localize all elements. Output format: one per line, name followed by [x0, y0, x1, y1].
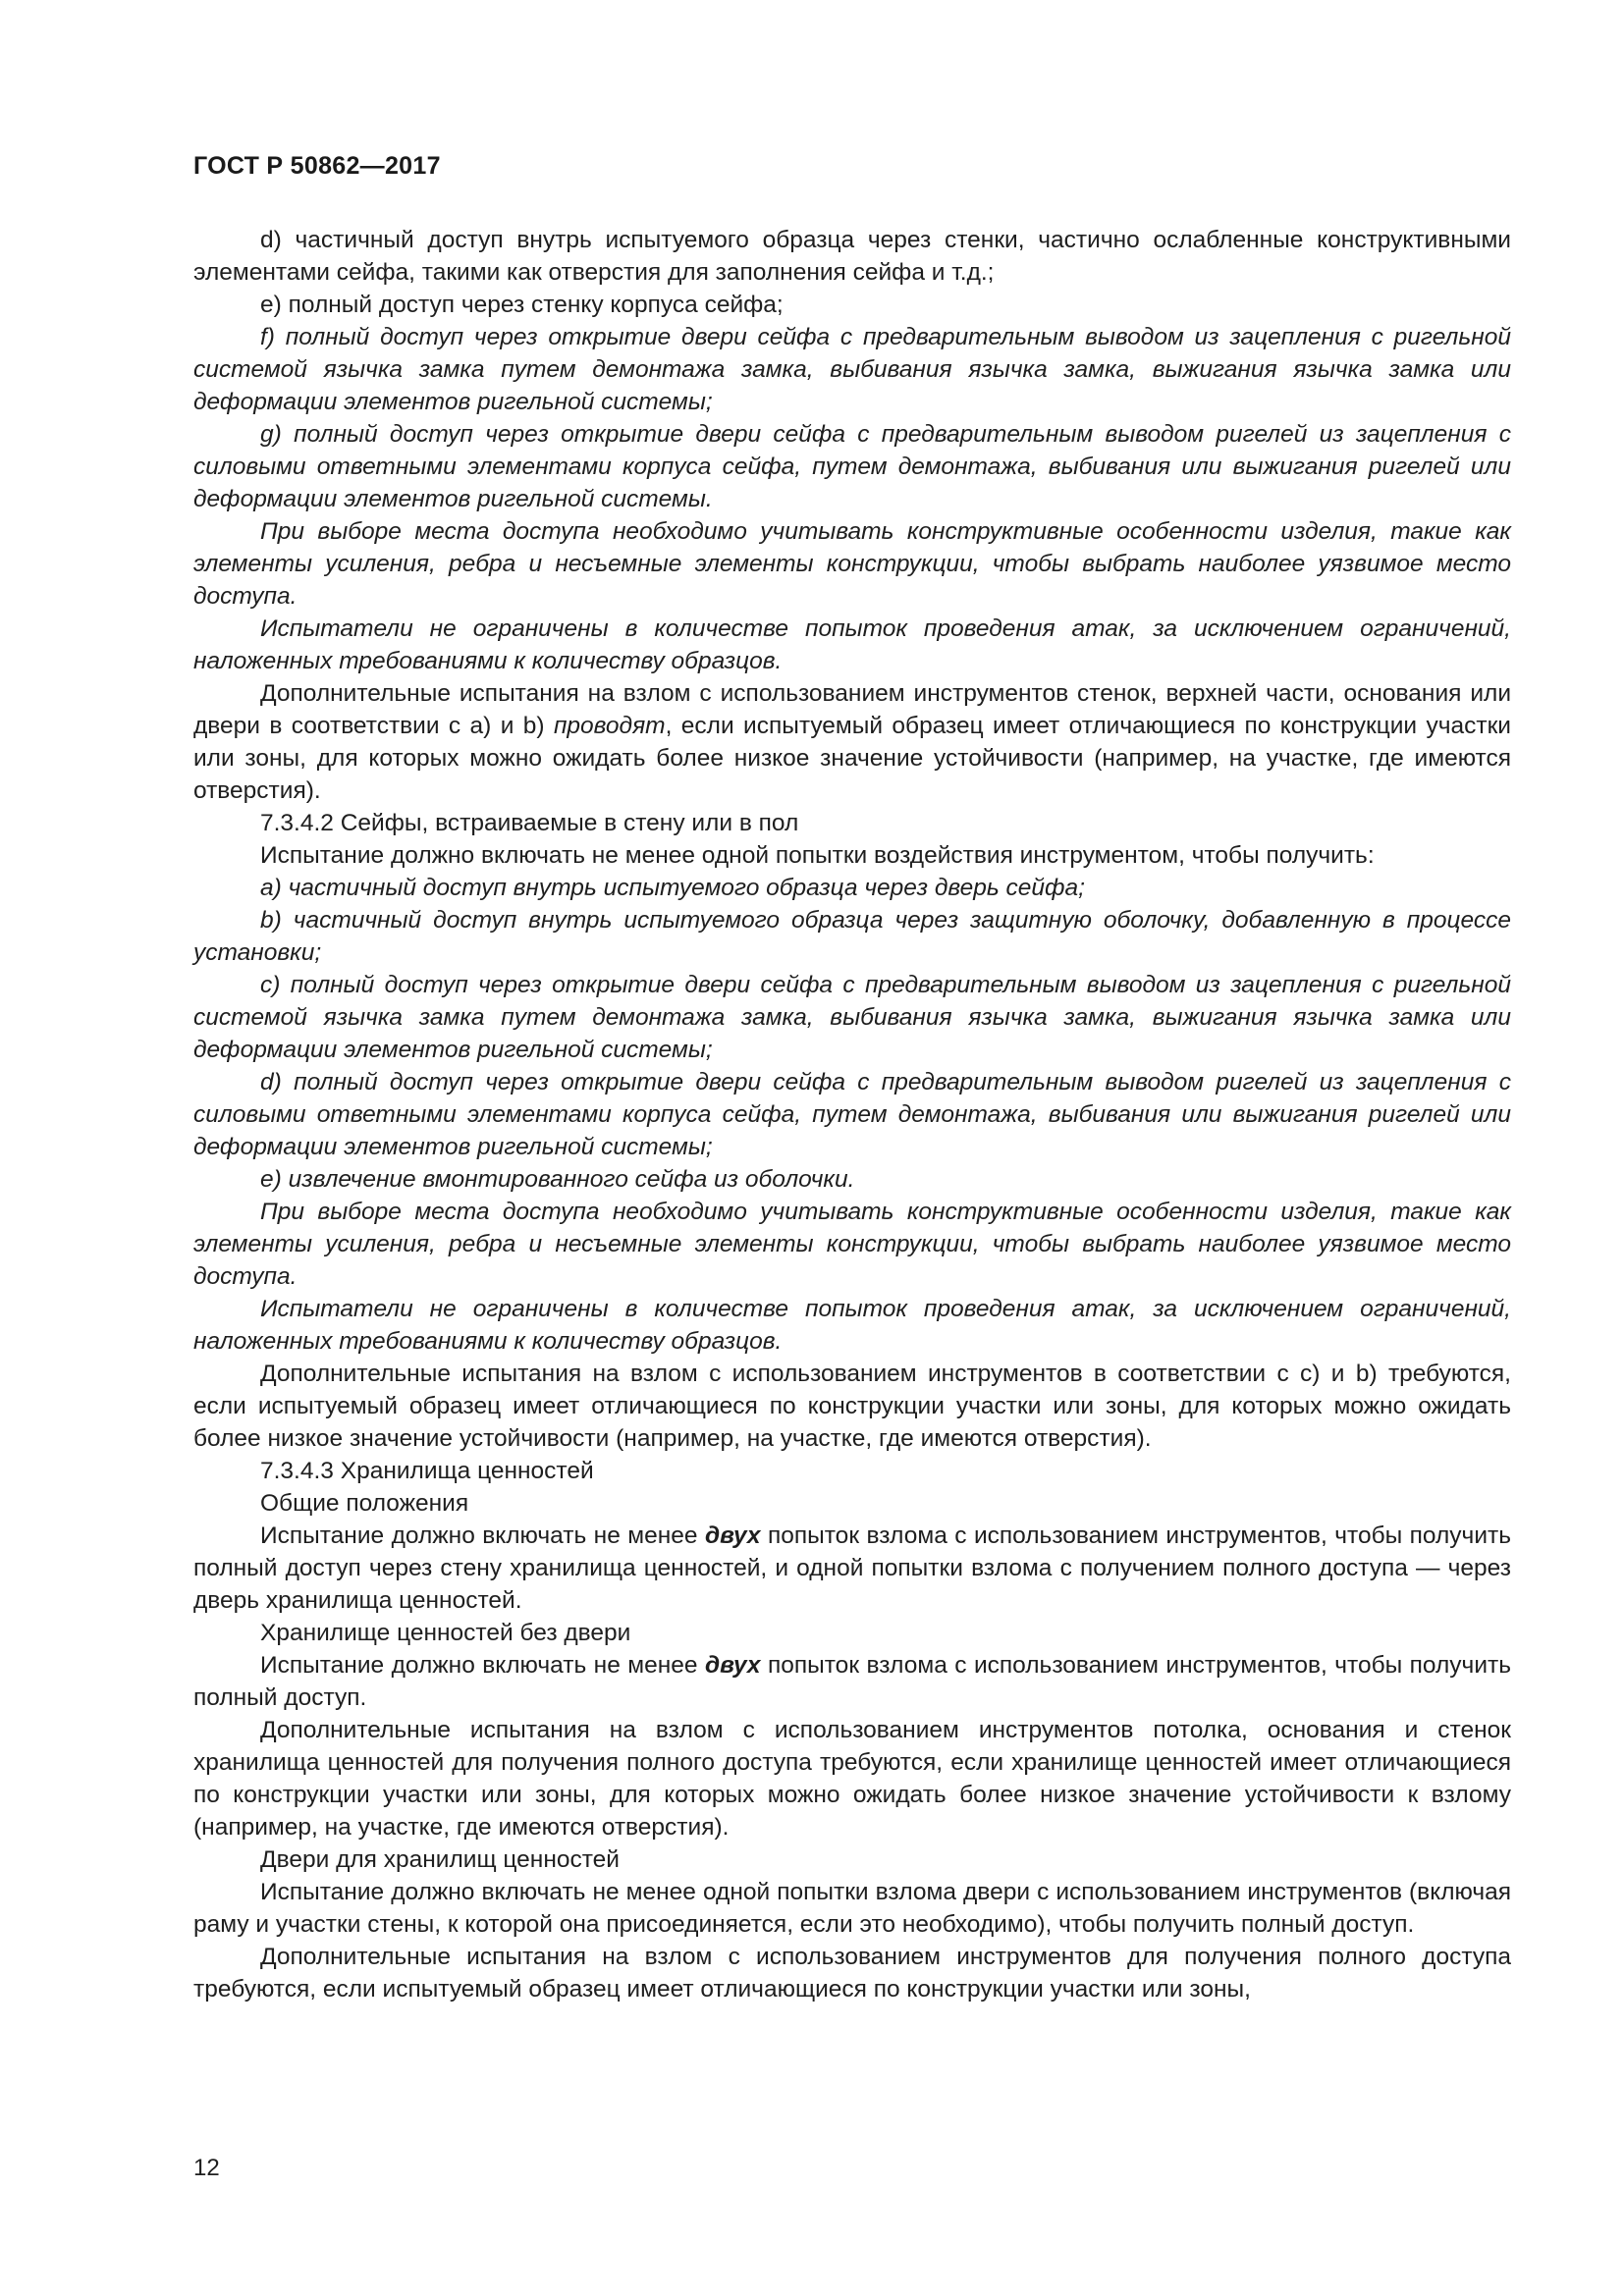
- paragraph: d) полный доступ через открытие двери сейфа с предварительным выводом ригелей из зацепления с силовыми ответными элементами корпуса сейфа, путем демонтажа, выбивания или выжигания ригелей или деформации элементов ригельной системы;: [193, 1069, 1511, 1160]
- paragraph: [193, 1520, 1511, 1617]
- paragraph: [193, 1649, 1511, 1714]
- document-body: [193, 224, 1511, 2005]
- subheading: Хранилище ценностей без двери: [260, 1620, 631, 1646]
- paragraph: Дополнительные испытания на взлом с использованием инструментов в соответствии с с) и b) требуются, если испытуемый образец имеет отличающиеся по конструкции участки или зоны, для которых можно ожидать более низкое значение устойчивости (например, на участке, где имеются отверстия).: [193, 1361, 1511, 1452]
- section-heading: 7.3.4.2 Сейфы, встраиваемые в стену или в пол: [260, 810, 799, 836]
- paragraph: b) частичный доступ внутрь испытуемого образца через защитную оболочку, добавленную в процессе установки;: [193, 907, 1511, 966]
- text-run: , если испытуемый образец имеет отличающиеся по конструкции участки или зоны, для которых можно ожидать более низкое значение устойчивости (например, на участке, где имеются отверстия).: [193, 713, 1511, 804]
- emphasis-run: проводят: [553, 713, 666, 739]
- paragraph: Дополнительные испытания на взлом с использованием инструментов для получения полного доступа требуются, если испытуемый образец имеет отличающиеся по конструкции участки или зоны,: [193, 1944, 1511, 2002]
- paragraph: Испытание должно включать не менее одной попытки взлома двери с использованием инструментов (включая раму и участки стены, к которой она присоединяется, если это необходимо), чтобы получить полный доступ.: [193, 1879, 1511, 1938]
- paragraph: Дополнительные испытания на взлом с использованием инструментов потолка, основания и стенок хранилища ценностей для получения полного доступа требуются, если хранилище ценностей имеет отличающиеся по конструкции участки или зоны, для которых можно ожидать более низкое значение устойчивости к взлому (например, на участке, где имеются отверстия).: [193, 1717, 1511, 1841]
- emphasis-run: двух: [704, 1522, 761, 1549]
- paragraph: При выборе места доступа необходимо учитывать конструктивные особенности изделия, такие как элементы усиления, ребра и несъемные элементы конструкции, чтобы выбрать наиболее уязвимое место доступа.: [193, 518, 1511, 610]
- page-number: 12: [193, 2155, 220, 2181]
- paragraph: е) извлечение вмонтированного сейфа из оболочки.: [260, 1166, 855, 1193]
- text-run: Испытание должно включать не менее: [260, 1522, 705, 1549]
- paragraph: Испытатели не ограничены в количестве попыток проведения атак, за исключением ограничений, наложенных требованиями к количеству образцов.: [193, 1296, 1511, 1355]
- text-run: попыток взлома с использованием инструментов, чтобы получить полный доступ.: [193, 1652, 1511, 1711]
- paragraph: g) полный доступ через открытие двери сейфа с предварительным выводом ригелей из зацепления с силовыми ответными элементами корпуса сейфа, путем демонтажа, выбивания или выжигания ригелей или деформации элементов ригельной системы.: [193, 421, 1511, 512]
- paragraph: а) частичный доступ внутрь испытуемого образца через дверь сейфа;: [260, 875, 1085, 901]
- paragraph: [193, 677, 1511, 807]
- subheading: Двери для хранилищ ценностей: [260, 1846, 620, 1873]
- document-header: ГОСТ Р 50862—2017: [193, 152, 441, 180]
- paragraph: f) полный доступ через открытие двери сейфа с предварительным выводом из зацепления с ригельной системой язычка замка путем демонтажа замка, выбивания язычка замка, выжигания язычка замка или деформации элементов ригельной системы;: [193, 324, 1511, 415]
- paragraph: е) полный доступ через стенку корпуса сейфа;: [260, 292, 784, 318]
- paragraph: Испытатели не ограничены в количестве попыток проведения атак, за исключением ограничений, наложенных требованиями к количеству образцов.: [193, 615, 1511, 674]
- paragraph: с) полный доступ через открытие двери сейфа с предварительным выводом из зацепления с ригельной системой язычка замка путем демонтажа замка, выбивания язычка замка, выжигания язычка замка или деформации элементов ригельной системы;: [193, 972, 1511, 1063]
- paragraph: При выборе места доступа необходимо учитывать конструктивные особенности изделия, такие как элементы усиления, ребра и несъемные элементы конструкции, чтобы выбрать наиболее уязвимое место доступа.: [193, 1199, 1511, 1290]
- section-heading: 7.3.4.3 Хранилища ценностей: [260, 1458, 594, 1484]
- paragraph: Испытание должно включать не менее одной попытки воздействия инструментом, чтобы получить:: [260, 842, 1375, 869]
- text-run: попыток взлома с использованием инструментов, чтобы получить полный доступ через стену хранилища ценностей, и одной попытки взлома с получением полного доступа — через дверь хранилища ценностей.: [193, 1522, 1511, 1614]
- subheading: Общие положения: [260, 1490, 469, 1517]
- emphasis-run: двух: [704, 1652, 761, 1679]
- text-run: Дополнительные испытания на взлом с использованием инструментов стенок, верхней части, основания или двери в соответствии с а) и b): [193, 680, 1511, 739]
- paragraph: d) частичный доступ внутрь испытуемого образца через стенки, частично ослабленные конструктивными элементами сейфа, такими как отверстия для заполнения сейфа и т.д.;: [193, 227, 1511, 286]
- text-run: Испытание должно включать не менее: [260, 1652, 705, 1679]
